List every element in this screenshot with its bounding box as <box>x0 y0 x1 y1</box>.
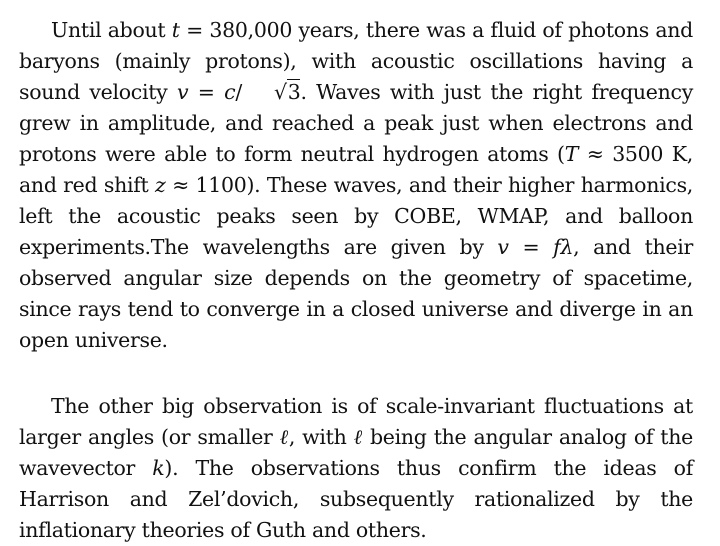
math-variable-ell: ℓ <box>279 425 289 449</box>
radical-sign: √ <box>273 80 287 104</box>
math-square-root <box>242 77 301 108</box>
text-run: . Waves with just the right frequency grew in amplitude, and reached a peak just when electrons and protons were able to form neutral hydrogen atoms ( <box>19 80 693 166</box>
text-run: ). The observations thus confirm the ideas of Harrison and Zel’dovich, subsequently rationalized by the inflationary theories of Guth and others. <box>19 456 693 542</box>
paragraph-scale-invariant-fluctuations <box>19 391 693 546</box>
text-run: being the angular analog of the wavevector <box>19 425 693 480</box>
math-variable-c: c <box>224 80 236 104</box>
text-run: , with <box>288 425 354 449</box>
math-variable-T: T <box>564 142 579 166</box>
text-run: Until about <box>51 18 172 42</box>
math-variable-v: v <box>497 235 509 259</box>
text-run: = <box>188 80 225 104</box>
text-run: = <box>508 235 554 259</box>
text-run: ≈ 1100). These waves, and their higher harmonics, left the acoustic peaks seen by COBE, WMAP, and balloon experiments.The wavelengths are given by <box>19 173 694 259</box>
paragraph-acoustic-oscillations <box>19 15 693 356</box>
math-variable-f: f <box>553 235 561 259</box>
radicand: 3 <box>287 80 301 104</box>
text-run: , and their observed angular size depends on the geometry of spacetime, since rays tend to converge in a closed universe and diverge in an open universe. <box>19 235 693 352</box>
text-run: = 380,000 years, there was a fluid of photons and baryons (mainly protons), with acoustic oscillations having a sound velocity <box>19 18 693 104</box>
math-slash: / <box>235 80 242 104</box>
math-variable-t: t <box>171 18 180 42</box>
text-run: The other big observation is of scale-invariant fluctuations at larger angles (or smaller <box>19 394 693 449</box>
math-variable-lambda: λ <box>560 235 574 259</box>
math-variable-ell: ℓ <box>353 425 363 449</box>
text-run: ≈ 3500 K, and red shift <box>19 142 693 197</box>
math-variable-z: z <box>155 173 166 197</box>
math-variable-v: v <box>176 80 189 104</box>
math-variable-k: k <box>152 456 165 480</box>
